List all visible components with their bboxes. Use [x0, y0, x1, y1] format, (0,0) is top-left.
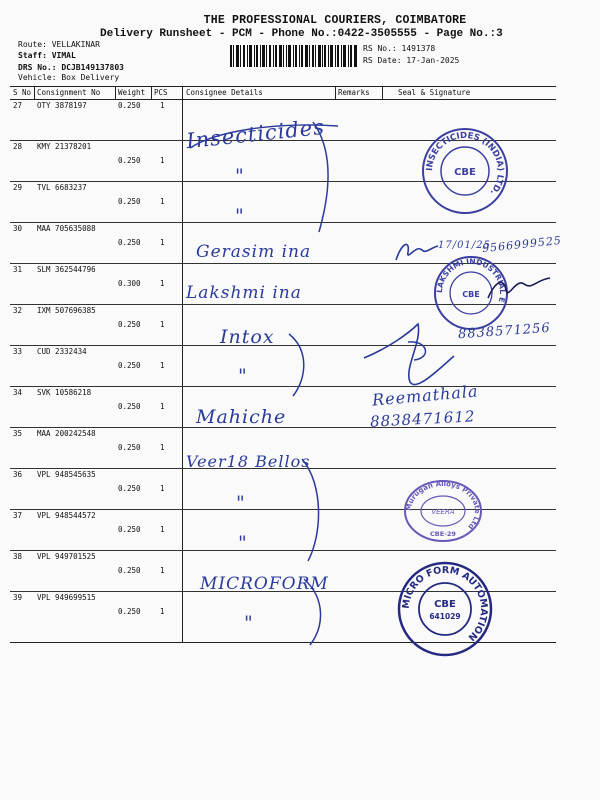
row-consignment: TVL 6683237	[37, 183, 87, 192]
ditto-mark: "	[236, 492, 246, 514]
row-consignment: VPL 949701525	[37, 552, 96, 561]
company-seal	[402, 478, 484, 544]
row-pcs: 1	[160, 279, 165, 288]
row-weight: 0.250	[118, 525, 141, 534]
handwritten-consignee: Intox	[220, 326, 275, 348]
row-pcs: 1	[160, 402, 165, 411]
handwritten-consignee: Insecticides	[185, 114, 326, 154]
header-pcs: PCS	[154, 88, 168, 97]
row-consignment: VPL 949699515	[37, 593, 96, 602]
row-consignment: KMY 21378201	[37, 142, 92, 151]
seal-city: CBE-29	[430, 530, 456, 538]
row-pcs: 1	[160, 197, 165, 206]
row-sno: 36	[13, 470, 23, 479]
company-name: THE PROFESSIONAL COURIERS, COIMBATORE	[203, 14, 467, 27]
row-sno: 33	[13, 347, 23, 356]
bracket-stroke	[285, 330, 315, 400]
row-consignment: IXM 507696385	[37, 306, 96, 315]
row-weight: 0.250	[118, 101, 141, 110]
handwritten-consignee: Mahiche	[196, 406, 287, 428]
row-consignment: SVK 10586218	[37, 388, 92, 397]
seal-ring-text: LAKSHMI INDUSTRIAL E	[434, 256, 508, 304]
signature-date: 17/01/25	[438, 240, 491, 251]
signature	[484, 274, 554, 304]
header-sno: S No	[13, 88, 32, 97]
vehicle-label: Vehicle: Box Delivery	[18, 73, 120, 82]
row-sno: 38	[13, 552, 23, 561]
row-weight: 0.250	[118, 197, 141, 206]
header-seal: Seal & Signature	[398, 88, 471, 97]
ditto-mark: "	[244, 612, 254, 634]
row-pcs: 1	[160, 101, 165, 110]
handwritten-consignee: MICROFORM	[200, 574, 329, 594]
row-weight: 0.250	[118, 607, 141, 616]
row-consignment: VPL 948544572	[37, 511, 96, 520]
row-sno: 30	[13, 224, 23, 233]
signature-phone: 8838471612	[369, 407, 476, 431]
bracket-stroke	[305, 120, 335, 235]
ditto-mark: "	[235, 165, 245, 187]
row-consignment: SLM 362544796	[37, 265, 96, 274]
handwritten-consignee: Veer18 Bellos	[186, 452, 311, 471]
seal-pin: 641029	[429, 612, 461, 621]
staff-label: Staff: VIMAL	[18, 51, 76, 60]
row-sno: 34	[13, 388, 23, 397]
seal-ring-text: MICRO FORM AUTOMATION	[400, 564, 490, 643]
row-pcs: 1	[160, 566, 165, 575]
row-sno: 39	[13, 593, 23, 602]
row-weight: 0.250	[118, 156, 141, 165]
row-pcs: 1	[160, 238, 165, 247]
ditto-mark: "	[238, 365, 248, 387]
company-seal	[396, 560, 494, 658]
ditto-mark: "	[238, 532, 248, 554]
row-sno: 27	[13, 101, 23, 110]
row-weight: 0.250	[118, 402, 141, 411]
drs-number: DRS No.: DCJB149137803	[18, 63, 124, 72]
seal-city: CBE	[434, 599, 456, 610]
row-sno: 31	[13, 265, 23, 274]
row-consignment: OTY 3878197	[37, 101, 87, 110]
row-weight: 0.250	[118, 566, 141, 575]
header-consignment: Consignment No	[37, 88, 101, 97]
bracket-stroke	[300, 575, 330, 650]
header-weight: Weight	[118, 88, 146, 97]
row-sno: 35	[13, 429, 23, 438]
row-pcs: 1	[160, 607, 165, 616]
signature-phone: 8838571256	[457, 320, 552, 343]
bracket-stroke	[298, 455, 328, 565]
row-weight: 0.250	[118, 484, 141, 493]
seal-city: CBE	[462, 290, 480, 299]
row-consignment: VPL 948545635	[37, 470, 96, 479]
row-sno: 32	[13, 306, 23, 315]
row-weight: 0.250	[118, 320, 141, 329]
row-weight: 0.300	[118, 279, 141, 288]
row-pcs: 1	[160, 361, 165, 370]
ditto-mark: "	[235, 205, 245, 227]
seal-ring-text: INSECTICIDES (INDIA) LTD.	[424, 130, 506, 197]
row-consignment: MAA 200242548	[37, 429, 96, 438]
seal-ring-text: Murugan Alloys Private Ltd	[404, 479, 482, 531]
row-pcs: 1	[160, 320, 165, 329]
route-label: Route: VELLAKINAR	[18, 40, 100, 49]
column-divider	[34, 87, 35, 99]
row-pcs: 1	[160, 443, 165, 452]
seal-center: VEERA	[431, 508, 455, 516]
signature-phone: 9566999525	[481, 233, 563, 256]
row-pcs: 1	[160, 156, 165, 165]
company-seal	[420, 126, 510, 216]
row-pcs: 1	[160, 484, 165, 493]
row-weight: 0.250	[118, 443, 141, 452]
row-sno: 37	[13, 511, 23, 520]
column-divider	[115, 87, 116, 99]
handwritten-consignee: Lakshmi ina	[186, 283, 302, 303]
runsheet-title: Delivery Runsheet - PCM - Phone No.:0422-3505555 - Page No.:3	[100, 28, 503, 40]
row-weight: 0.250	[118, 361, 141, 370]
rs-number: RS No.: 1491378	[363, 44, 436, 53]
row-consignment: MAA 705635088	[37, 224, 96, 233]
column-divider	[335, 87, 336, 99]
row-sno: 28	[13, 142, 23, 151]
row-sno: 29	[13, 183, 23, 192]
row-weight: 0.250	[118, 238, 141, 247]
column-divider	[382, 87, 383, 99]
rs-date: RS Date: 17-Jan-2025	[363, 56, 460, 65]
header-consignee: Consignee Details	[186, 88, 263, 97]
signature-name: Reemathala	[371, 381, 480, 410]
header-remarks: Remarks	[338, 88, 370, 97]
seal-city: CBE	[454, 167, 476, 178]
row-consignment: CUD 2332434	[37, 347, 87, 356]
column-divider	[151, 87, 152, 99]
handwritten-consignee: Gerasim ina	[196, 242, 312, 262]
barcode	[230, 45, 358, 67]
row-pcs: 1	[160, 525, 165, 534]
